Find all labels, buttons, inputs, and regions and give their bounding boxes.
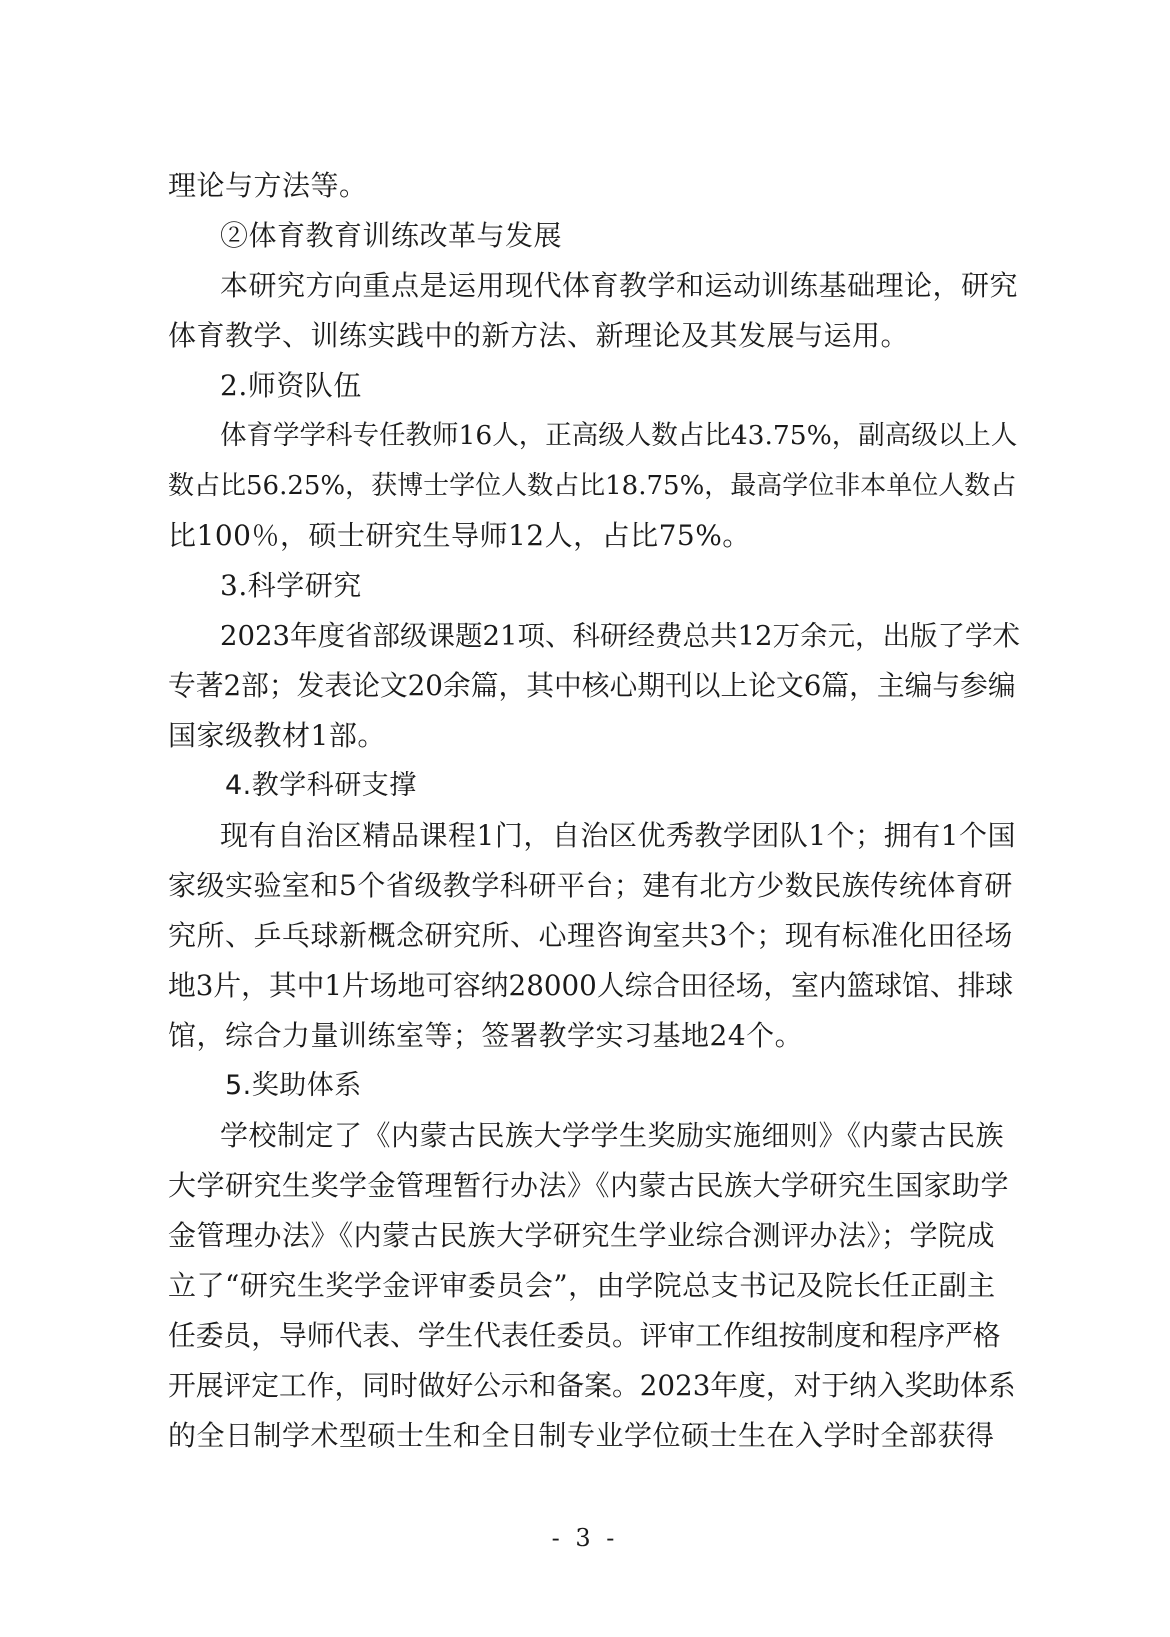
text-line: 家级实验室和5个省级教学科研平台；建有北方少数民族传统体育研	[168, 869, 1013, 902]
text-line: 本研究方向重点是运用现代体育教学和运动训练基础理论，研究	[220, 269, 1019, 302]
text-line: 任委员，导师代表、学生代表任委员。评审工作组按制度和程序严格	[168, 1319, 1001, 1352]
text-line: 现有自治区精品课程1门，自治区优秀教学团队1个；拥有1个国	[220, 819, 1016, 852]
page-number: - 3 -	[551, 1524, 619, 1552]
text-line: 体育学学科专任教师16人，正高级人数占比43.75%，副高级以上人	[220, 420, 1018, 451]
text-line: 国家级教材1部。	[168, 719, 386, 752]
section-title: 2.师资队伍	[220, 369, 362, 402]
text-line: 立了“研究生奖学金评审委员会”，由学院总支书记及院长任正副主	[168, 1269, 996, 1302]
text-line: 开展评定工作，同时做好公示和备案。2023年度，对于纳入奖助体系	[168, 1369, 1016, 1402]
text-line: 体育教学、训练实践中的新方法、新理论及其发展与运用。	[168, 319, 910, 352]
text-line: 大学研究生奖学金管理暂行办法》《内蒙古民族大学研究生国家助学	[168, 1169, 1010, 1202]
text-line: 地3片，其中1片场地可容纳28000人综合田径场，室内篮球馆、排球	[168, 969, 1014, 1002]
section-title: 3.科学研究	[220, 569, 362, 602]
subsection-title: ②体育教育训练改革与发展	[220, 219, 563, 252]
text-line: 比100％，硕士研究生导师12人，占比75%。	[168, 519, 751, 552]
text-line: 究所、乒乓球新概念研究所、心理咨询室共3个；现有标准化田径场	[168, 919, 1013, 952]
text-line: 数占比56.25%，获博士学位人数占比18.75%，最高学位非本单位人数占	[168, 471, 1017, 501]
text-line: 理论与方法等。	[168, 169, 368, 202]
text-line: 2023年度省部级课题21项、科研经费总共12万余元，出版了学术	[220, 620, 1020, 652]
section-title: 4.教学科研支撑	[225, 770, 417, 801]
text-line: 馆，综合力量训练室等；签署教学实习基地24个。	[168, 1019, 804, 1052]
text-line: 学校制定了《内蒙古民族大学学生奖励实施细则》《内蒙古民族	[220, 1119, 1005, 1152]
text-line: 专著2部；发表论文20余篇，其中核心期刊以上论文6篇，主编与参编	[168, 669, 1016, 702]
text-line: 金管理办法》《内蒙古民族大学研究生学业综合测评办法》；学院成	[168, 1219, 996, 1252]
section-title: 5.奖助体系	[225, 1070, 362, 1101]
text-line: 的全日制学术型硕士生和全日制专业学位硕士生在入学时全部获得	[168, 1419, 995, 1452]
